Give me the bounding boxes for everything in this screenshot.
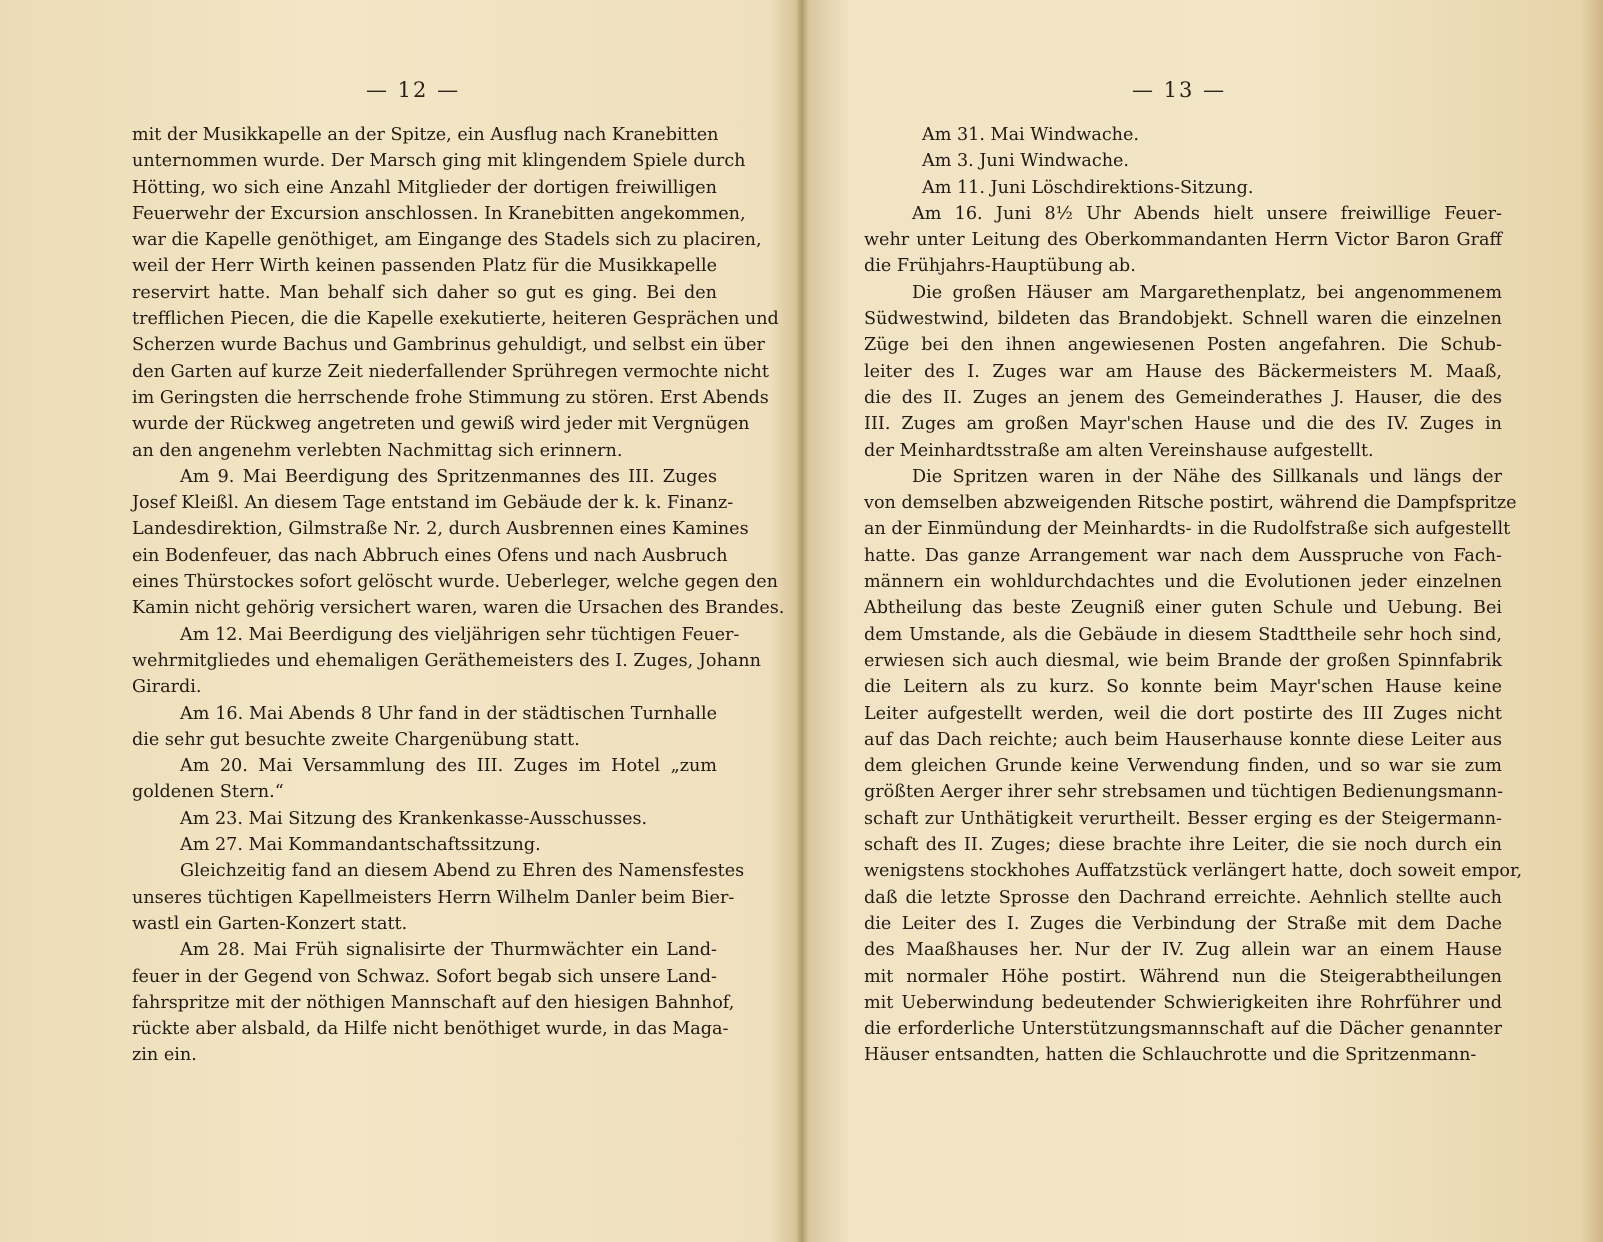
text-line: leiter des I. Zuges war am Hause des Bäckermeisters M. Maaß, bbox=[864, 361, 1502, 382]
text-line: dem gleichen Grunde keine Verwendung finden, und so war sie zum bbox=[864, 756, 1502, 777]
text-line: unseres tüchtigen Kapellmeisters Herrn Wilhelm Danler beim Bier- bbox=[132, 887, 735, 908]
text-line: Am 31. Mai Windwache. bbox=[922, 125, 1140, 145]
text-line: eines Thürstockes sofort gelöscht wurde. Ueberleger, welche gegen den bbox=[132, 572, 778, 593]
text-line: an der Einmündung der Meinhardts- in die Rudolfstraße sich aufgestellt bbox=[864, 519, 1511, 540]
page-number-12: — 12 — bbox=[366, 78, 461, 102]
text-line: Am 16. Mai Abends 8 Uhr fand in der städtischen Turnhalle bbox=[180, 703, 717, 724]
text-line: Am 11. Juni Löschdirektions-Sitzung. bbox=[922, 177, 1254, 198]
text-line: wurde der Rückweg angetreten und gewiß wird jeder mit Vergnügen bbox=[132, 414, 750, 435]
text-line: dem Umstande, als die Gebäude in diesem Stadttheile sehr hoch sind, bbox=[864, 624, 1502, 645]
text-line: Am 20. Mai Versammlung des III. Zuges im Hotel „zum bbox=[180, 756, 717, 777]
text-line: wehrmitgliedes und ehemaligen Geräthemeisters des I. Zuges, Johann bbox=[132, 650, 761, 671]
text-line: Am 23. Mai Sitzung des Krankenkasse-Ausschusses. bbox=[180, 808, 648, 829]
text-line: Am 28. Mai Früh signalisirte der Thurmwächter ein Land- bbox=[180, 940, 717, 961]
text-line: Am 3. Juni Windwache. bbox=[922, 151, 1130, 172]
text-line: goldenen Stern.“ bbox=[132, 782, 284, 803]
text-line: mit normaler Höhe postirt. Während nun die Steigerabtheilungen bbox=[864, 966, 1502, 987]
text-line: Josef Kleißl. An diesem Tage entstand im Gebäude der k. k. Finanz- bbox=[132, 493, 734, 514]
right-page bbox=[802, 0, 1603, 1242]
text-line: schaft des II. Zuges; diese brachte ihre Leiter, die sie noch durch ein bbox=[864, 835, 1502, 856]
text-line: von demselben abzweigenden Ritsche postirt, während die Dampfspritze bbox=[864, 493, 1517, 514]
text-line: trefflichen Piecen, die die Kapelle exekutierte, heiteren Gesprächen und bbox=[132, 309, 779, 330]
text-line: Am 9. Mai Beerdigung des Spritzenmannes des III. Zuges bbox=[180, 466, 717, 487]
text-line: rückte aber alsbald, da Hilfe nicht benöthiget wurde, in das Maga- bbox=[132, 1019, 729, 1040]
text-line: größten Aerger ihrer sehr strebsamen und tüchtigen Bedienungsmann- bbox=[864, 782, 1504, 803]
text-line: wastl ein Garten-Konzert statt. bbox=[132, 913, 408, 934]
text-line: des Maaßhauses her. Nur der IV. Zug allein war an einem Hause bbox=[864, 940, 1502, 961]
text-line: die Leitern als zu kurz. So konnte beim Mayr'schen Hause keine bbox=[864, 677, 1502, 698]
text-line: wehr unter Leitung des Oberkommandanten Herrn Victor Baron Graff bbox=[864, 230, 1502, 251]
text-line: erwiesen sich auch diesmal, wie beim Brande der großen Spinnfabrik bbox=[864, 650, 1502, 671]
left-page bbox=[0, 0, 800, 1242]
text-line: mit der Musikkapelle an der Spitze, ein Ausflug nach Kranebitten bbox=[132, 125, 719, 145]
text-line: zin ein. bbox=[132, 1045, 197, 1066]
text-line: Am 27. Mai Kommandantschaftssitzung. bbox=[180, 835, 541, 856]
text-line: mit Ueberwindung bedeutender Schwierigkeiten ihre Rohrführer und bbox=[864, 992, 1502, 1013]
text-line: Feuerwehr der Excursion anschlossen. In Kranebitten angekommen, bbox=[132, 203, 746, 224]
text-line: daß die letzte Sprosse den Dachrand erreichte. Aehnlich stellte auch bbox=[864, 887, 1502, 908]
text-line: Landesdirektion, Gilmstraße Nr. 2, durch Ausbrennen eines Kamines bbox=[132, 519, 749, 540]
left-page-text bbox=[132, 122, 785, 1069]
text-line: Hötting, wo sich eine Anzahl Mitglieder der dortigen freiwilligen bbox=[132, 177, 717, 198]
text-line: im Geringsten die herrschende frohe Stimmung zu stören. Erst Abends bbox=[132, 387, 769, 408]
text-line: Häuser entsandten, hatten die Schlauchrotte und die Spritzenmann- bbox=[864, 1045, 1477, 1066]
text-line: war die Kapelle genöthiget, am Eingange des Stadels sich zu placiren, bbox=[132, 230, 762, 251]
text-line: Züge bei den ihnen angewiesenen Posten angefahren. Die Schub- bbox=[864, 335, 1502, 356]
page-number-13: — 13 — bbox=[1132, 78, 1227, 102]
text-line: Südwestwind, bildeten das Brandobjekt. Schnell waren die einzelnen bbox=[864, 309, 1502, 330]
text-line: Girardi. bbox=[132, 677, 202, 698]
text-line: unternommen wurde. Der Marsch ging mit klingendem Spiele durch bbox=[132, 151, 746, 172]
text-line: hatte. Das ganze Arrangement war nach dem Ausspruche von Fach- bbox=[864, 545, 1502, 566]
text-line: der Meinhardtsstraße am alten Vereinshause aufgestellt. bbox=[864, 440, 1374, 461]
text-line: schaft zur Unthätigkeit verurtheilt. Besser erging es der Steigermann- bbox=[864, 808, 1502, 829]
text-line: wenigstens stockhohes Auffatzstück verlängert hatte, doch soweit empor, bbox=[864, 861, 1523, 882]
text-line: Am 16. Juni 8½ Uhr Abends hielt unsere freiwillige Feuer- bbox=[912, 203, 1502, 224]
text-line: ein Bodenfeuer, das nach Abbruch eines Ofens und nach Ausbruch bbox=[132, 545, 728, 566]
text-line: fahrspritze mit der nöthigen Mannschaft auf den hiesigen Bahnhof, bbox=[132, 992, 735, 1013]
text-line: III. Zuges am großen Mayr'schen Hause und die des IV. Zuges in bbox=[864, 414, 1502, 435]
text-line: Die Spritzen waren in der Nähe des Sillkanals und längs der bbox=[912, 466, 1502, 487]
text-line: Die großen Häuser am Margarethenplatz, bei angenommenem bbox=[912, 282, 1502, 303]
text-line: die Leiter des I. Zuges die Verbindung der Straße mit dem Dache bbox=[864, 913, 1502, 934]
text-line: weil der Herr Wirth keinen passenden Platz für die Musikkapelle bbox=[132, 256, 717, 277]
text-line: männern ein wohldurchdachtes und die Evolutionen jeder einzelnen bbox=[864, 572, 1502, 593]
page-edge bbox=[1581, 0, 1603, 1242]
text-line: Abtheilung das beste Zeugniß einer guten Schule und Uebung. Bei bbox=[864, 598, 1502, 619]
text-line: an den angenehm verlebten Nachmittag sich erinnern. bbox=[132, 440, 623, 461]
text-line: die Frühjahrs-Hauptübung ab. bbox=[864, 256, 1136, 277]
text-line: reservirt hatte. Man behalf sich daher so gut es ging. Bei den bbox=[132, 282, 717, 303]
right-page-text bbox=[864, 122, 1523, 1069]
text-line: Leiter aufgestellt werden, weil die dort postirte des III Zuges nicht bbox=[864, 703, 1502, 724]
text-line: die erforderliche Unterstützungsmannschaft auf die Dächer genannter bbox=[864, 1019, 1502, 1040]
text-line: die des II. Zuges an jenem des Gemeinderathes J. Hauser, die des bbox=[864, 387, 1502, 408]
text-line: Am 12. Mai Beerdigung des vieljährigen sehr tüchtigen Feuer- bbox=[180, 624, 740, 645]
text-line: Kamin nicht gehörig versichert waren, waren die Ursachen des Brandes. bbox=[132, 598, 785, 619]
text-line: feuer in der Gegend von Schwaz. Sofort begab sich unsere Land- bbox=[132, 966, 717, 987]
text-line: Scherzen wurde Bachus und Gambrinus gehuldigt, und selbst ein über bbox=[132, 335, 765, 356]
text-line: den Garten auf kurze Zeit niederfallender Sprühregen vermochte nicht bbox=[132, 361, 769, 382]
text-line: auf das Dach reichte; auch beim Hauserhause konnte diese Leiter aus bbox=[864, 729, 1502, 750]
text-line: die sehr gut besuchte zweite Chargenübung statt. bbox=[132, 729, 580, 750]
text-line: Gleichzeitig fand an diesem Abend zu Ehren des Namensfestes bbox=[180, 861, 745, 882]
